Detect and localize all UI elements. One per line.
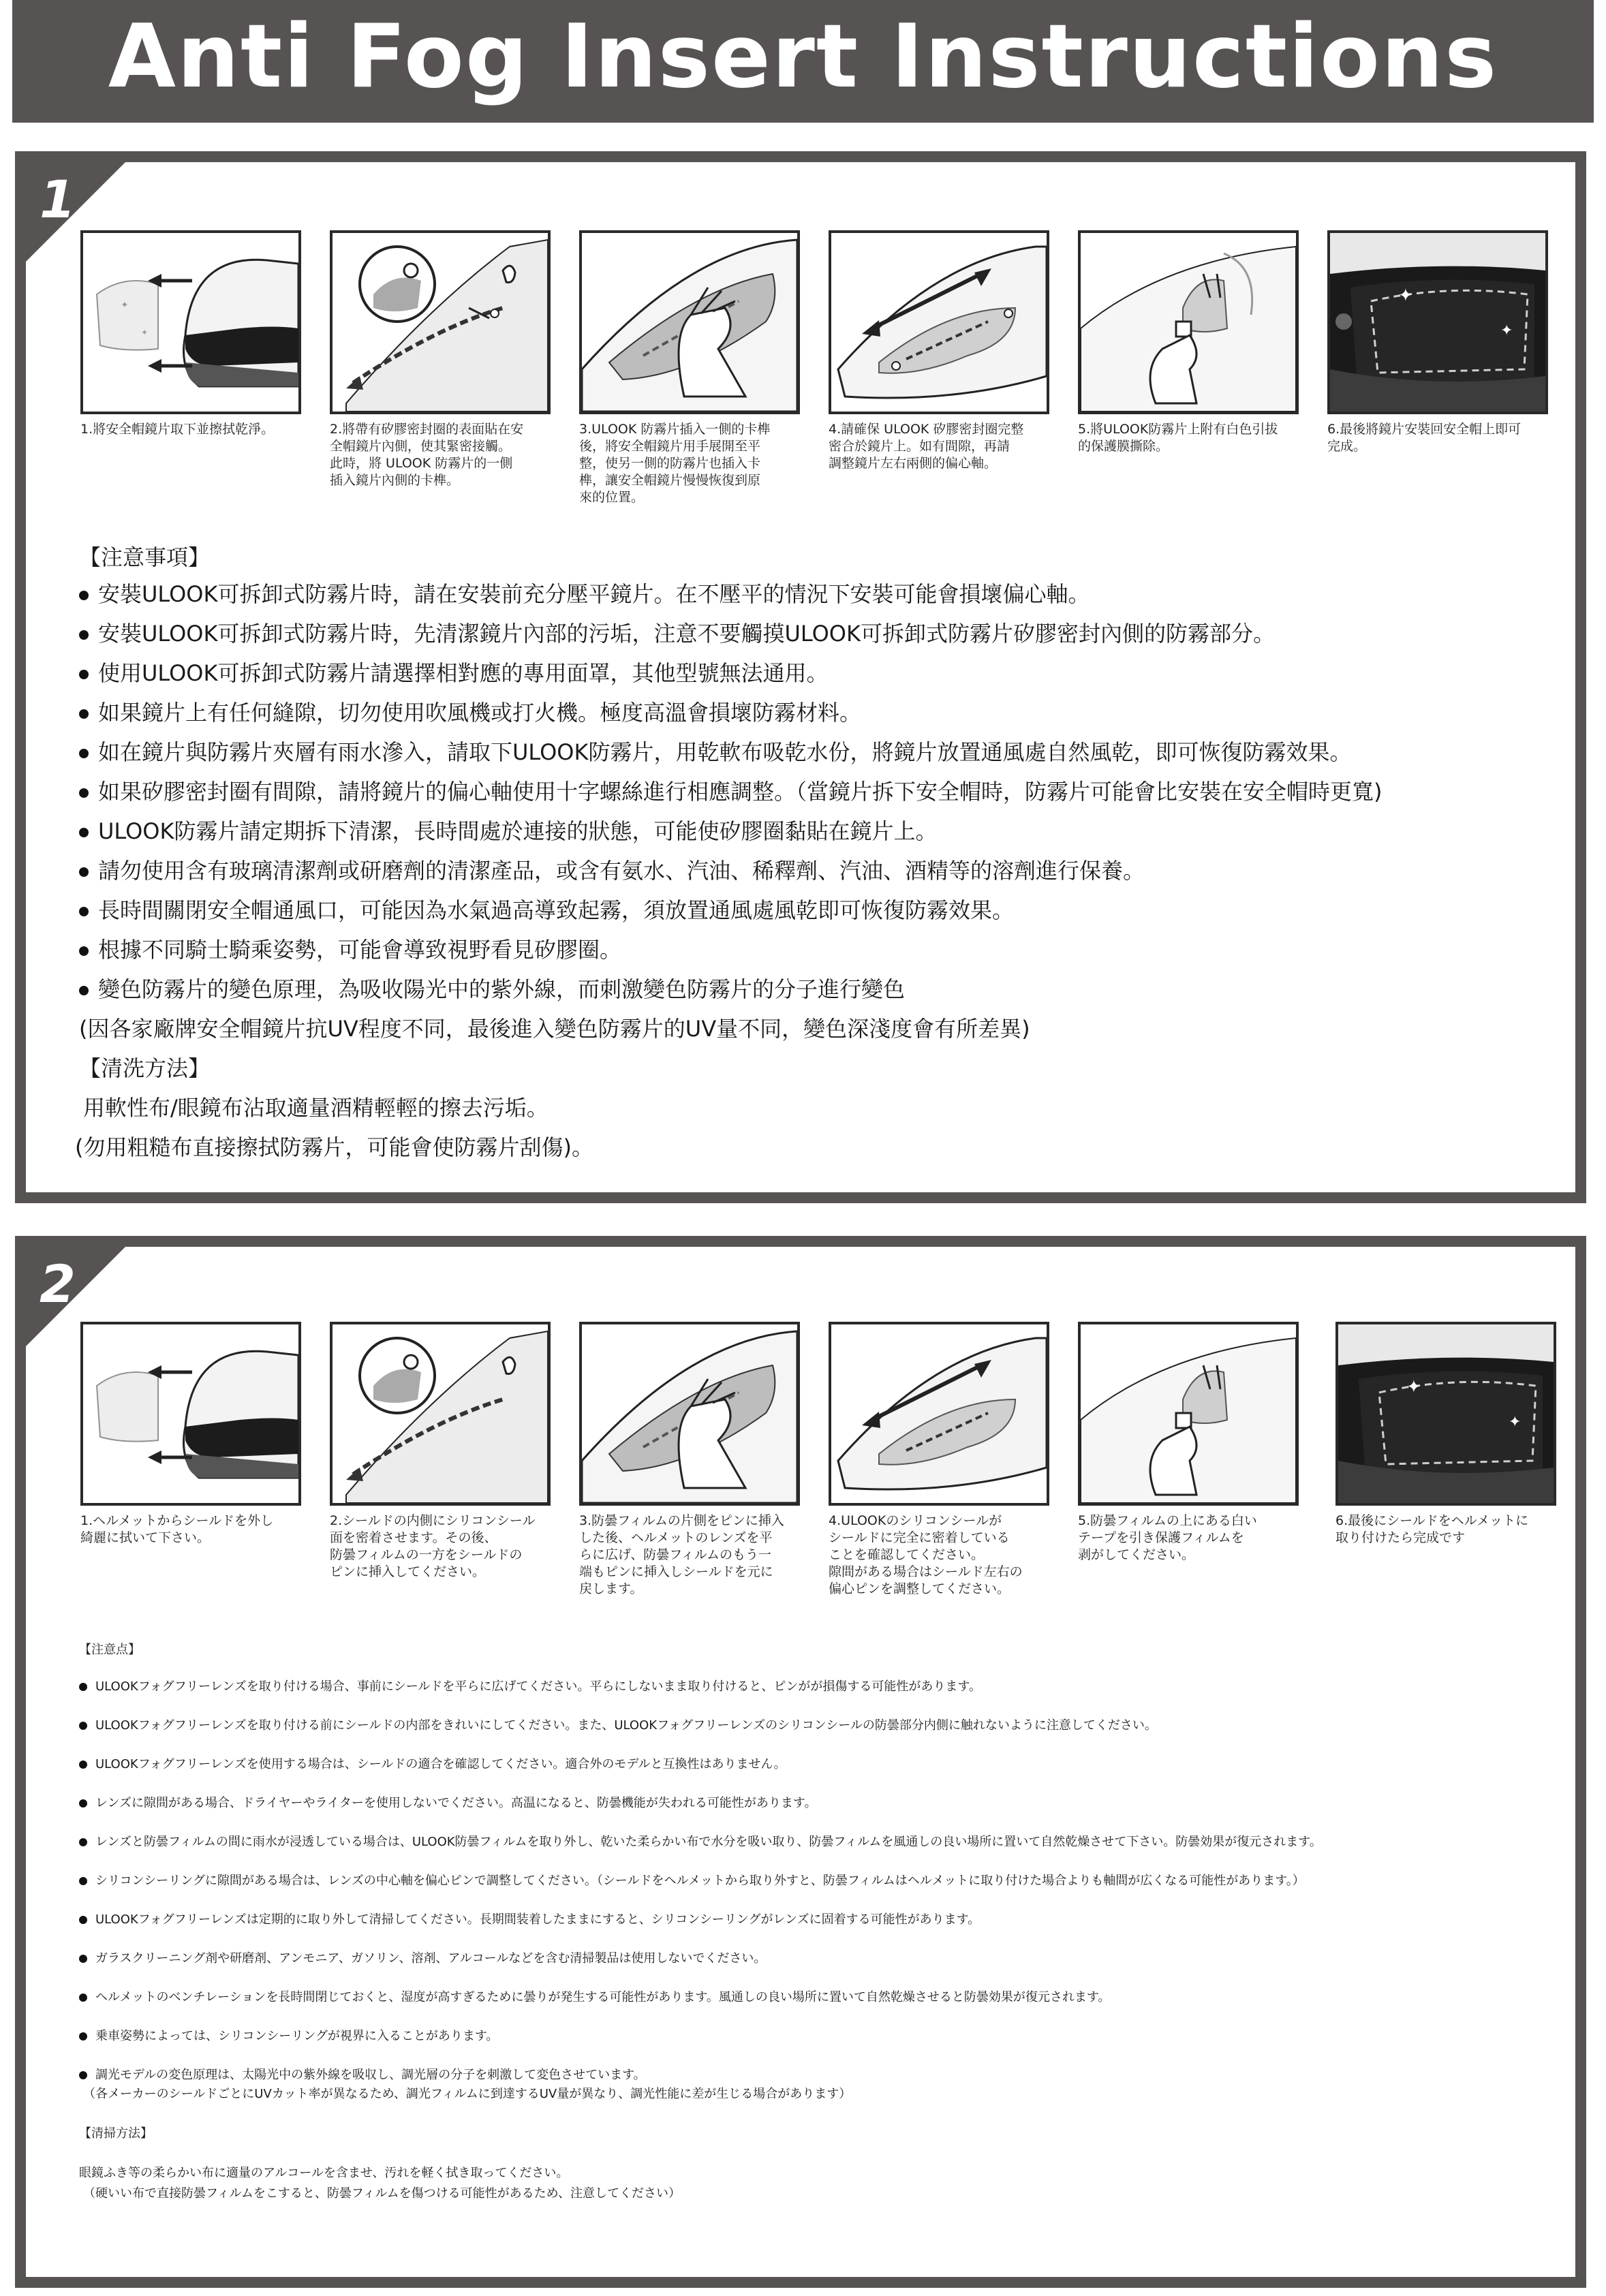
svg-text:✦: ✦ xyxy=(1406,1377,1421,1397)
list-item: 使用ULOOK可拆卸式防霧片請選擇相對應的專用面罩，其他型號無法通用。 xyxy=(79,660,1564,687)
bullet-icon xyxy=(79,2071,87,2079)
section-1-notes xyxy=(75,544,1564,1173)
list-item: 長時間關閉安全帽通風口，可能因為水氣過高導致起霧，須放置通風處風乾即可恢復防霧效果。 xyxy=(79,897,1564,925)
list-item: 根據不同騎士騎乘姿勢，可能會導致視野看見矽膠圈。 xyxy=(79,936,1564,964)
bullet-icon xyxy=(79,867,89,877)
svg-text:✦: ✦ xyxy=(121,300,129,311)
svg-text:✦: ✦ xyxy=(141,328,149,337)
list-item: ヘルメットのベンチレーションを長時間閉じておくと、湿度が高すぎるために曇りが発生する可能性があります。風通しの良い場所に置いて自然乾燥させると防曇効果が復元されます。 xyxy=(79,1989,1564,2006)
cleaning-line: (勿用粗糙布直接擦拭防霧片，可能會使防霧片刮傷)。 xyxy=(75,1134,593,1160)
bullet-icon xyxy=(79,1683,87,1691)
bullet-icon xyxy=(79,1994,87,2002)
step-2-2 xyxy=(330,1322,555,1581)
notes-heading: 【注意事項】 xyxy=(79,544,211,570)
step-2-5 xyxy=(1078,1322,1303,1564)
peel-film-icon xyxy=(1078,230,1299,414)
helmet-visor-removal-icon xyxy=(80,230,301,414)
section-1-number: 1 xyxy=(40,169,76,230)
list-item: シリコンシーリングに隙間がある場合は、レンズの中心軸を偏心ピンで調整してください。（シールドをヘルメットから取り外すと、防曇フィルムはヘルメットに取り付けた場合よりも軸間が広くなる可能性があります。） xyxy=(79,1873,1564,1889)
note-extra: （各メーカーのシールドごとにUVカット率が異なるため、調光フィルムに到達するUV量が異なり、調光性能に差が生じる場合があります） xyxy=(83,2087,852,2101)
section-1-steps xyxy=(80,230,1566,544)
note-extra: (因各家廠牌安全帽鏡片抗UV程度不同，最後進入變色防霧片的UV量不同，變色深淺度會有所差異) xyxy=(79,1016,1030,1042)
list-item: 乗車姿勢によっては、シリコンシーリングが視界に入ることがあります。 xyxy=(79,2028,1564,2045)
step-2-3-caption: 3.防曇フィルムの片側をピンに挿入 した後、ヘルメットのレンズを平 らに広げ、防曇フィルムのもう一 端もピンに挿入しシールドを元に 戻します。 xyxy=(579,1513,784,1596)
list-item: ULOOKフォグフリーレンズを取り付ける場合、事前にシールドを平らに広げてください。平らにしないまま取り付けると、ピンがが損傷する可能性があります。 xyxy=(79,1679,1564,1695)
step-1-3-caption: 3.ULOOK 防霧片插入一側的卡榫 後，將安全帽鏡片用手展開至平 整，使另一側的防霧片也插入卡 榫，讓安全帽鏡片慢慢恢復到原 來的位置。 xyxy=(579,422,771,505)
cleaning-heading: 【清掃方法】 xyxy=(79,2126,153,2141)
bullet-icon xyxy=(79,1760,87,1769)
bullet-icon xyxy=(79,907,89,916)
list-item: ULOOKフォグフリーレンズを使用する場合は、シールドの適合を確認してください。適合外のモデルと互換性はありません。 xyxy=(79,1756,1564,1773)
list-item: ULOOKフォグフリーレンズは定期的に取り外して清掃してください。長期間装着したままにすると、シリコンシーリングがレンズに固着する可能性があります。 xyxy=(79,1912,1564,1928)
list-item: 如果鏡片上有任何縫隙，切勿使用吹風機或打火機。極度高溫會損壞防霧材料。 xyxy=(79,699,1564,727)
step-2-6-caption: 6.最後にシールドをヘルメットに 取り付けたら完成です xyxy=(1335,1513,1529,1545)
cleaning-line: 眼鏡ふき等の柔らかい布に適量のアルコールを含ませ、汚れを軽く拭き取ってください。 xyxy=(79,2166,569,2180)
section-2-panel xyxy=(15,1236,1586,2288)
bullet-icon xyxy=(79,630,89,640)
bullet-icon xyxy=(79,1877,87,1885)
step-1-1 xyxy=(80,230,305,438)
bullet-icon xyxy=(79,1799,87,1808)
step-2-2-caption: 2.シールドの内側にシリコンシール 面を密着させます。その後、 防曇フィルムの一方をシールドの ピンに挿入してください。 xyxy=(330,1513,536,1579)
step-2-4-caption: 4.ULOOKのシリコンシールが シールドに完全に密着している ことを確認してください。 隙間がある場合はシールド左右の 偏心ピンを調整してください。 xyxy=(829,1513,1023,1596)
cleaning-line: 用軟性布/眼鏡布沾取適量酒精輕輕的擦去污垢。 xyxy=(83,1095,549,1121)
bullet-icon xyxy=(79,670,89,679)
svg-text:✦: ✦ xyxy=(1500,322,1513,339)
step-1-2 xyxy=(330,230,555,489)
step-1-4 xyxy=(829,230,1053,472)
list-item: 安裝ULOOK可拆卸式防霧片時，先清潔鏡片內部的污垢，注意不要觸摸ULOOK可拆卸式防霧片矽膠密封內側的防霧部分。 xyxy=(79,620,1564,648)
step-2-6 xyxy=(1335,1322,1560,1547)
bullet-icon xyxy=(79,591,89,600)
bullet-icon xyxy=(79,986,89,995)
list-item: 安裝ULOOK可拆卸式防霧片時，請在安裝前充分壓平鏡片。在不壓平的情況下安裝可能會損壞偏心軸。 xyxy=(79,580,1564,608)
list-item: レンズに隙間がある場合、ドライヤーやライターを使用しないでください。高温になると、防曇機能が失われる可能性があります。 xyxy=(79,1795,1564,1812)
bullet-icon xyxy=(79,1916,87,1924)
section-2-number: 2 xyxy=(40,1254,76,1314)
reinstall-visor-icon xyxy=(1335,1322,1556,1506)
svg-text:✦: ✦ xyxy=(1398,285,1413,306)
reinstall-visor-icon xyxy=(1327,230,1548,414)
list-item: ULOOKフォグフリーレンズを取り付ける前にシールドの内部をきれいにしてください。また、ULOOKフォグフリーレンズのシリコンシールの防曇部分内側に触れないように注意してください。 xyxy=(79,1718,1564,1734)
step-1-3 xyxy=(579,230,804,506)
step-2-1 xyxy=(80,1322,305,1547)
step-1-5-caption: 5.將ULOOK防霧片上附有白色引拔 的保護膜撕除。 xyxy=(1078,422,1278,454)
list-item: レンズと防曇フィルムの間に雨水が浸透している場合は、ULOOK防曇フィルムを取り外し、乾いた柔らかい布で水分を吸い取り、防曇フィルムを風通しの良い場所に置いて自然乾燥させて下さい。防曇効果が復元されます。 xyxy=(79,1834,1564,1850)
pin-insert-icon xyxy=(330,230,551,414)
step-1-6-caption: 6.最後將鏡片安裝回安全帽上即可 完成。 xyxy=(1327,422,1522,454)
list-item: 變色防霧片的變色原理，為吸收陽光中的紫外線，而刺激變色防霧片的分子進行變色 xyxy=(79,976,1564,1004)
helmet-visor-removal-icon xyxy=(80,1322,301,1506)
pin-insert-icon xyxy=(330,1322,551,1506)
peel-film-icon xyxy=(1078,1322,1299,1506)
step-2-3 xyxy=(579,1322,804,1598)
step-1-6 xyxy=(1327,230,1552,455)
list-item: ULOOK防霧片請定期拆下清潔，長時間處於連接的狀態，可能使矽膠圈黏貼在鏡片上。 xyxy=(79,818,1564,846)
page-title: Anti Fog Insert Instructions xyxy=(12,0,1594,123)
hand-press-insert-icon xyxy=(579,1322,800,1506)
step-1-1-caption: 1.將安全帽鏡片取下並擦拭乾淨。 xyxy=(80,422,275,437)
list-item: 請勿使用含有玻璃清潔劑或研磨劑的清潔產品，或含有氨水、汽油、稀釋劑、汽油、酒精等的溶劑進行保養。 xyxy=(79,857,1564,885)
cleaning-heading: 【清洗方法】 xyxy=(79,1055,211,1081)
bullet-icon xyxy=(79,749,89,758)
section-1-panel xyxy=(15,151,1586,1203)
bullet-icon xyxy=(79,1955,87,1963)
svg-text:✦: ✦ xyxy=(1509,1414,1522,1431)
adjust-eccentric-pin-icon xyxy=(829,1322,1049,1506)
step-2-5-caption: 5.防曇フィルムの上にある白い テープを引き保護フィルムを 剥がしてください。 xyxy=(1078,1513,1257,1562)
cleaning-line: （硬いい布で直接防曇フィルムをこすると、防曇フィルムを傷つける可能性があるため、注意してください） xyxy=(83,2186,681,2201)
section-2-steps xyxy=(80,1322,1566,1635)
step-1-2-caption: 2.將帶有矽膠密封圈的表面貼在安 全帽鏡片內側，使其緊密接觸。 此時，將 ULOOK 防霧片的一側 插入鏡片內側的卡榫。 xyxy=(330,422,524,488)
step-2-1-caption: 1.ヘルメットからシールドを外し 綺麗に拭いて下さい。 xyxy=(80,1513,274,1545)
notes-heading: 【注意点】 xyxy=(79,1643,140,1657)
bullet-icon xyxy=(79,709,89,719)
bullet-icon xyxy=(79,828,89,837)
bullet-icon xyxy=(79,788,89,798)
bullet-icon xyxy=(79,946,89,956)
list-item: ガラスクリーニング剤や研磨剤、アンモニア、ガソリン、溶剤、アルコールなどを含む清掃製品は使用しないでください。 xyxy=(79,1951,1564,1967)
step-1-4-caption: 4.請確保 ULOOK 矽膠密封圈完整 密合於鏡片上。如有間隙，再請 調整鏡片左右兩側的偏心軸。 xyxy=(829,422,1024,471)
section-2-notes xyxy=(79,1642,1564,2206)
list-item: 如在鏡片與防霧片夾層有雨水滲入，請取下ULOOK防霧片，用乾軟布吸乾水份，將鏡片放置通風處自然風乾，即可恢復防霧效果。 xyxy=(79,739,1564,766)
bullet-icon xyxy=(79,1722,87,1730)
bullet-icon xyxy=(79,1838,87,1846)
list-item: 如果矽膠密封圈有間隙，請將鏡片的偏心軸使用十字螺絲進行相應調整。（當鏡片拆下安全帽時，防霧片可能會比安裝在安全帽時更寬) xyxy=(79,778,1564,806)
adjust-eccentric-pin-icon xyxy=(829,230,1049,414)
step-1-5 xyxy=(1078,230,1303,455)
step-2-4 xyxy=(829,1322,1053,1598)
list-item: 調光モデルの変色原理は、太陽光中の紫外線を吸収し、調光層の分子を刺激して変色させています。 xyxy=(79,2067,1564,2083)
bullet-icon xyxy=(79,2032,87,2041)
hand-press-insert-icon xyxy=(579,230,800,414)
